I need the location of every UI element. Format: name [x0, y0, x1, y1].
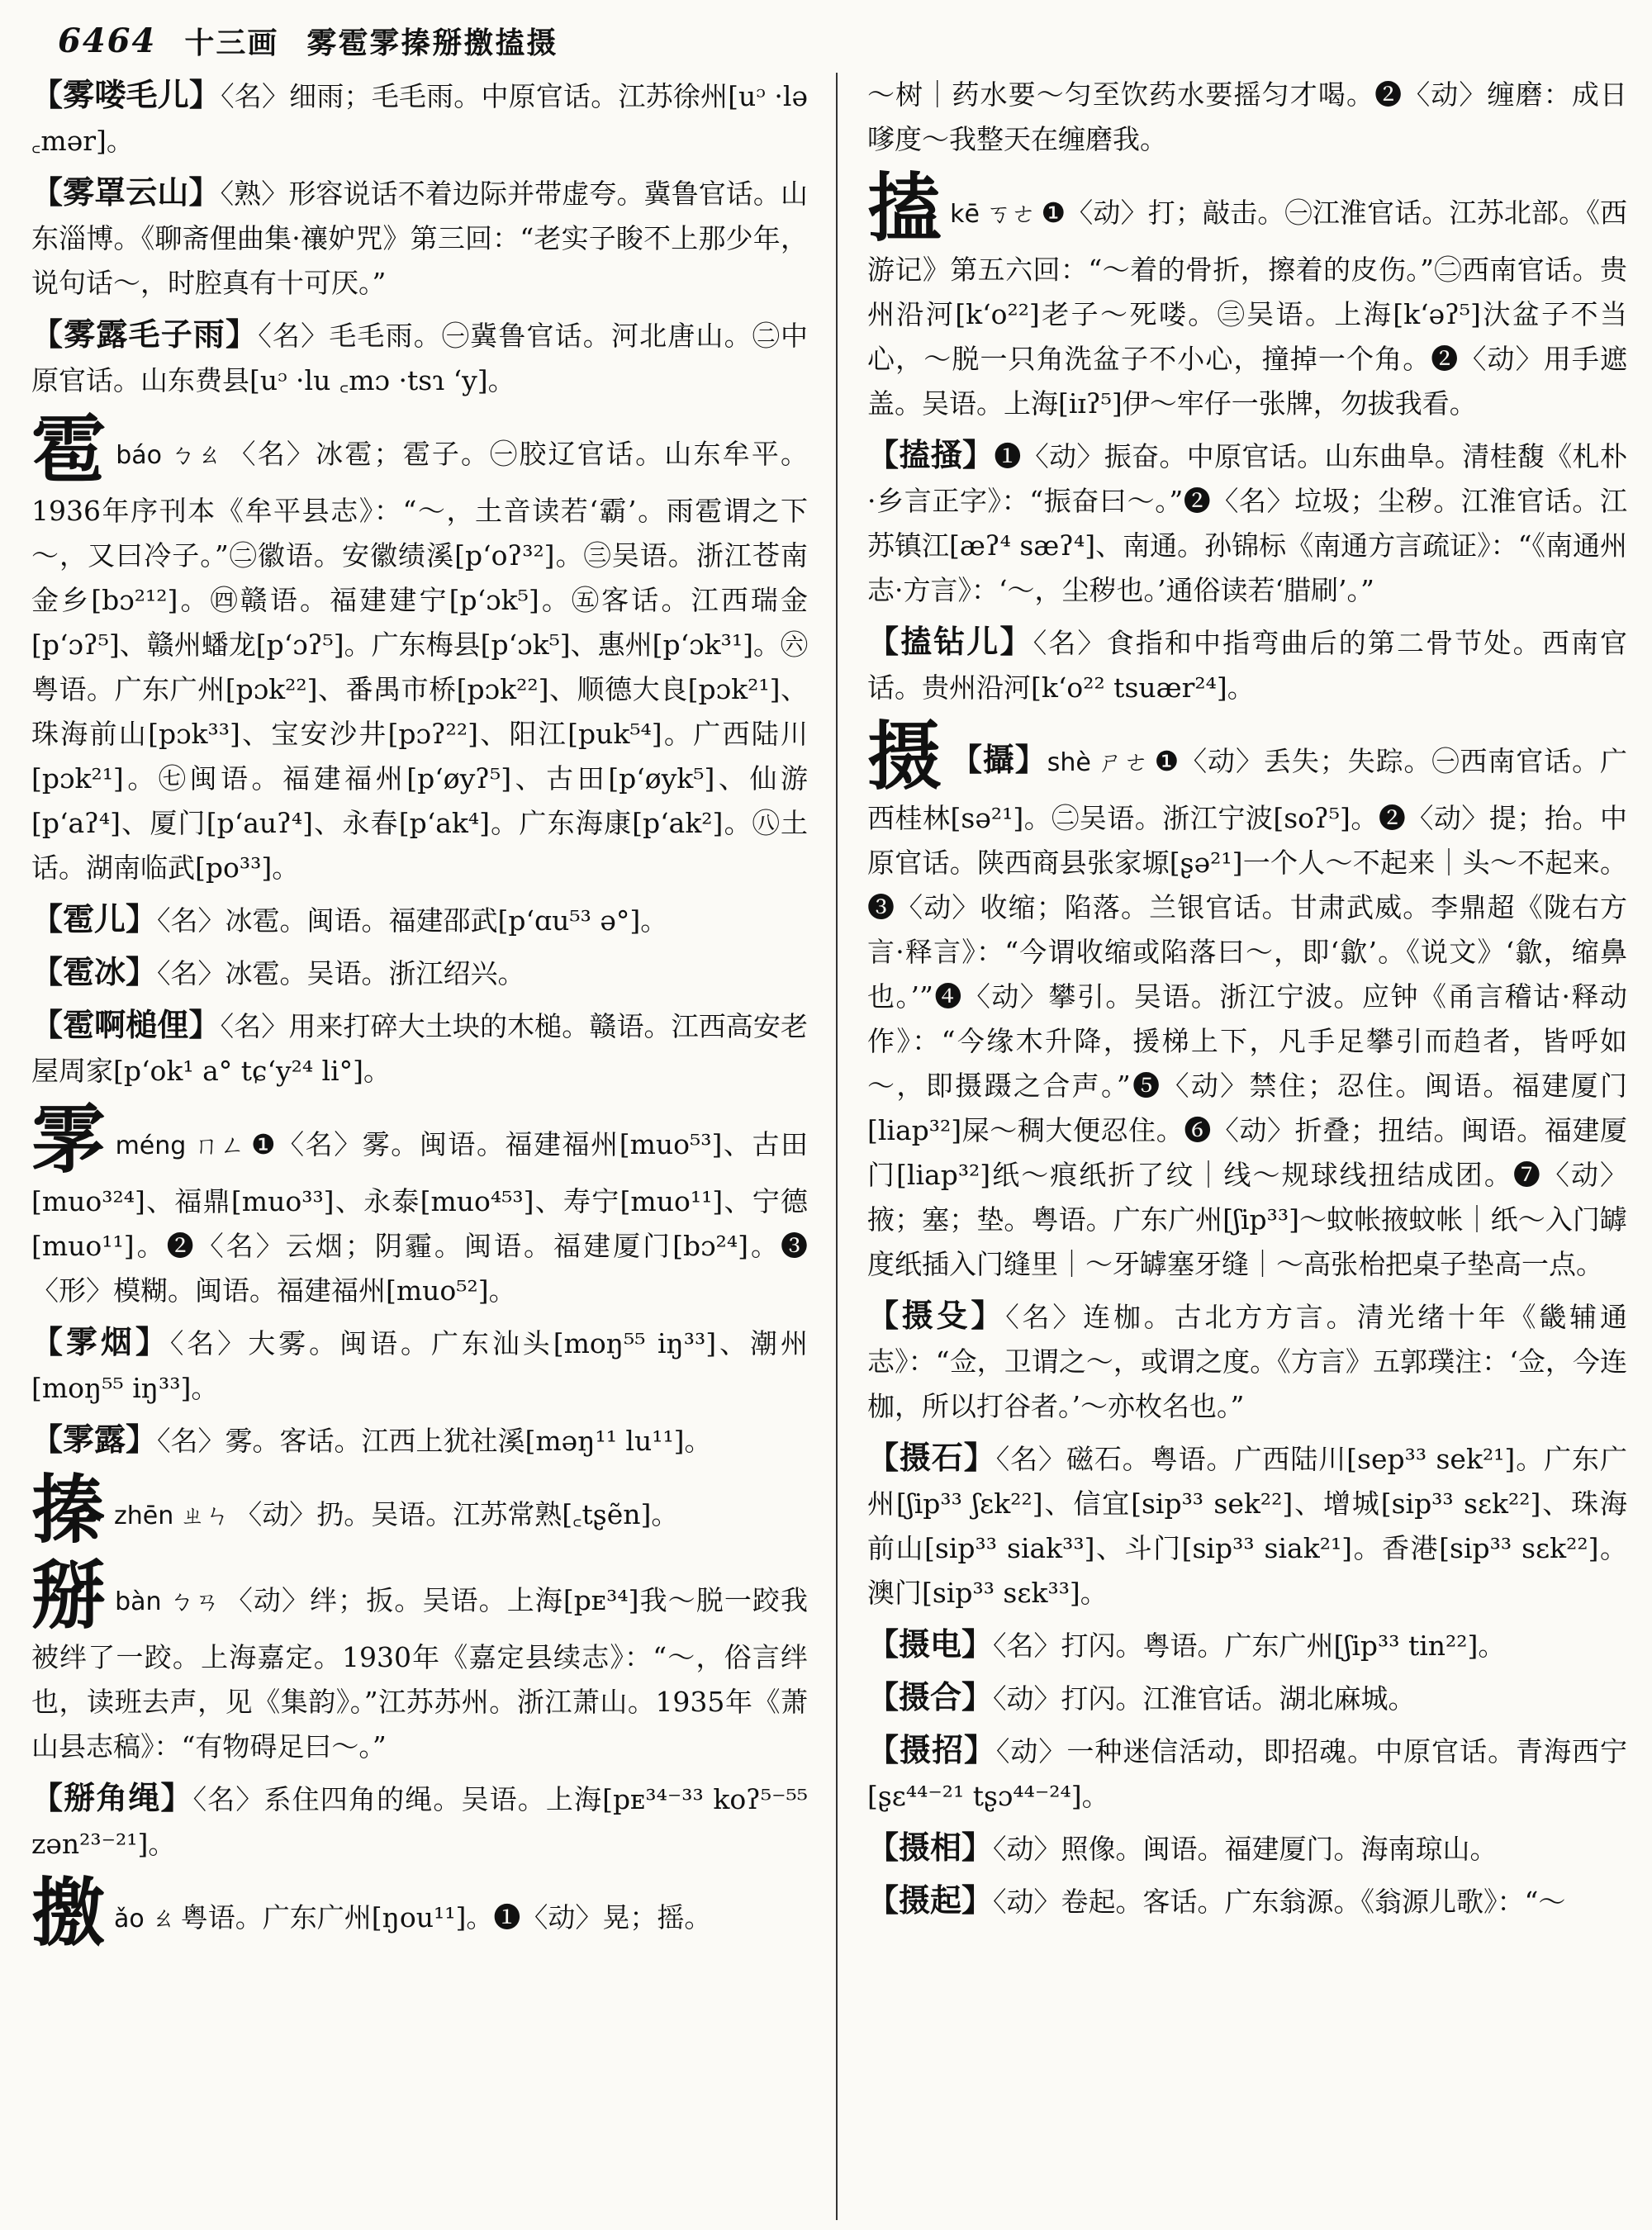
traditional-form: 【攝】 [950, 741, 1047, 778]
compound-headword: 【雾喽毛儿】 [31, 76, 221, 113]
headword-entry [867, 713, 1627, 1287]
pinyin: zhēn [114, 1502, 174, 1530]
compound-headword: 【掰角绳】 [31, 1779, 193, 1816]
compound-entry [867, 1825, 1627, 1872]
definition-text: 〈动〉一种迷信活动，即招魂。中原官话。青海西宁[ʂɛ⁴⁴⁻²¹ tʂɔ⁴⁴⁻²⁴]。 [867, 1735, 1627, 1812]
definition-text: ❶〈名〉雾。闽语。福建福州[muo⁵³]、古田[muo³²⁴]、福鼎[muo³³]、永泰[muo⁴⁵³]、寿宁[muo¹¹]、宁德[muo¹¹]。❷〈名〉云烟；阴霾。闽语。福建厦门[bɔ²⁴]。❸〈形〉模糊。闽语。福建福州[muo⁵²]。 [31, 1128, 808, 1307]
pinyin: ǎo [114, 1905, 145, 1933]
compound-entry [867, 1435, 1627, 1616]
definition-text: 〈名〉连枷。古北方方言。清光绪十年《畿辅通志》：“佥，卫谓之～，或谓之度。《方言》五郭璞注：‘佥，今连枷，所以打谷者。’～亦枚名也。” [867, 1301, 1627, 1422]
headword-char: 雺 [31, 1096, 107, 1184]
compound-entry [31, 170, 808, 306]
definition-text: 〈名〉用来打碎大土块的木槌。赣语。江西高安老屋周家[pʻok¹ a° tɕʻy²⁴ li°]。 [31, 1010, 808, 1087]
headword-char: 雹 [31, 406, 108, 493]
compound-headword: 【雾露毛子雨】 [31, 316, 259, 353]
compound-headword: 【摄相】 [867, 1829, 994, 1866]
definition-text: 〈动〉绊；扳。吴语。上海[pᴇ³⁴]我～脱一跤我被绊了一跤。上海嘉定。1930年《嘉定县续志》：“～，俗言绊也，读班去声，见《集韵》。”江苏苏州。浙江萧山。1935年《萧山县志稿》：“有物碍足曰～。” [31, 1584, 808, 1763]
definition-text: 〈名〉大雾。闽语。广东汕头[moŋ⁵⁵ iŋ³³]、潮州[moŋ⁵⁵ iŋ³³]。 [31, 1327, 808, 1404]
definition-text: ❶〈动〉丢失；失踪。㊀西南官话。广西桂林[sə²¹]。㊁吴语。浙江宁波[soʔ⁵]。❷〈动〉提；抬。中原官话。陕西商县张家塬[ʂə²¹]一个人～不起来｜头～不起来。❸〈动〉收缩；陷落。兰银官话。甘肃武威。李鼎超《陇右方言·释言》：“今谓收缩或陷落曰～，即‘歙’。《说文》‘歙，缩鼻也。’”❹〈动〉攀引。吴语。浙江宁波。应钟《甬言稽诂·释动作》：“今缘木升降，援梯上下，凡手足攀引而趋者，皆呼如～，即摄蹑之合声。”❺〈动〉禁住；忍住。闽语。福建厦门[liap³²]屎～稠大便忍住。❻〈动〉折叠；扭结。闽语。福建厦门[liap³²]纸～痕纸折了纹｜线～规球线扭结成团。❼〈动〉掖；塞；垫。粤语。广东广州[ʃip³³]～蚊帐掖蚊帐｜纸～入门罅度纸插入门缝里｜～牙罅塞牙缝｜～高张枱把桌子垫高一点。 [867, 745, 1627, 1280]
compound-entry [867, 1293, 1627, 1429]
column-divider [836, 73, 838, 2220]
left-column [31, 73, 808, 2220]
pinyin: shè [1047, 748, 1091, 777]
headword-entry [31, 1869, 808, 1957]
compound-entry [31, 1776, 808, 1867]
definition-text: 〈名〉冰雹。闽语。福建邵武[pʻɑu⁵³ ə°]。 [157, 904, 668, 937]
pinyin: bàn [115, 1587, 162, 1616]
right-column [867, 73, 1627, 2220]
stroke-section: 十三画 [184, 25, 279, 60]
definition-text: 〈熟〉形容说话不着边际并带虚夸。冀鲁官话。山东淄博。《聊斋俚曲集·禳妒咒》第三回：“老实子睃不上那少年，说句话～，时腔真有十可厌。” [31, 178, 808, 299]
compound-entry [867, 619, 1627, 710]
headword-char: 掰 [31, 1552, 107, 1639]
definition-text: 粤语。广东广州[ŋou¹¹]。❶〈动〉晃；摇。 [180, 1901, 712, 1933]
zhuyin: ㄅㄠ [168, 441, 224, 470]
definition-text: 〈名〉毛毛雨。㊀冀鲁官话。河北唐山。㊁中原官话。山东费县[uᵓ ·lu ꜀mɔ ·tsɿ ʻy]。 [31, 320, 808, 396]
compound-headword: 【雹冰】 [31, 953, 158, 990]
compound-headword: 【雾罩云山】 [31, 173, 221, 211]
definition-text: 〈名〉冰雹。吴语。浙江绍兴。 [157, 957, 525, 989]
zhuyin: ㄓㄣ [180, 1502, 230, 1530]
compound-headword: 【摄石】 [867, 1439, 996, 1476]
zhuyin: ㄎㄜ [986, 200, 1037, 229]
zhuyin: ㄕㄜ [1097, 748, 1150, 777]
compound-entry [867, 433, 1627, 613]
compound-entry [867, 1622, 1627, 1668]
compound-entry [31, 950, 808, 996]
page-number: 6464 [58, 21, 157, 60]
compound-entry [867, 1878, 1627, 1924]
compound-entry [31, 1003, 808, 1094]
compound-headword: 【摄殳】 [867, 1297, 1006, 1334]
definition-text: 〈名〉磁石。粤语。广西陆川[sep³³ sek²¹]。广东广州[ʃip³³ ʃɛk²²]、信宜[sip³³ sek²²]、增城[sip³³ sɛk²²]、珠海前山[sip³³ siak³³]、斗门[sip³³ siak²¹]。香港[sip³³ sɛk²²]。澳门[sip³³ sɛk³³]。 [867, 1443, 1627, 1609]
compound-entry [31, 897, 808, 943]
compound-headword: 【摄起】 [867, 1881, 994, 1919]
compound-headword: 【雹儿】 [31, 900, 158, 937]
compound-headword: 【搕钻儿】 [867, 623, 1033, 660]
pinyin: kē [950, 200, 980, 229]
headword-char: 搸 [31, 1466, 106, 1554]
compound-entry [31, 73, 808, 164]
compound-headword: 【雺烟】 [31, 1323, 170, 1360]
header-characters: 雾雹雺搸掰撽搕摄 [306, 25, 558, 60]
definition-text: 〈名〉食指和中指弯曲后的第二骨节处。西南官话。贵州沿河[kʻo²² tsuær²⁴]。 [867, 627, 1627, 704]
definition-text: 〈动〉打闪。江淮官话。湖北麻城。 [993, 1682, 1416, 1715]
definition-text: 〈动〉照像。闽语。福建厦门。海南琼山。 [993, 1833, 1498, 1865]
definition-text: 〈名〉打闪。粤语。广东广州[ʃip³³ tin²²]。 [993, 1630, 1506, 1662]
definition-text: 〈名〉系住四角的绳。吴语。上海[pᴇ³⁴⁻³³ koʔ⁵⁻⁵⁵ zən²³⁻²¹]。 [31, 1783, 808, 1860]
compound-entry [867, 1675, 1627, 1721]
zhuyin: ㄇㄥ [192, 1132, 246, 1160]
compound-entry [31, 312, 808, 403]
pinyin: méng [115, 1132, 187, 1160]
definition-text: 〈动〉扔。吴语。江苏常熟[꜀tʂẽn]。 [235, 1498, 679, 1530]
compound-headword: 【搕搔】 [867, 436, 995, 473]
definition-text: ❶〈动〉振奋。中原官话。山东曲阜。清桂馥《札朴·乡言正字》：“振奋曰～。”❷〈名〉垃圾；尘秽。江淮官话。江苏镇江[æʔ⁴ sæʔ⁴]、南通。孙锦标《南通方言疏证》：“《南通州志·方言》：‘～，尘秽也。’通俗读若‘腊刷’。” [867, 440, 1627, 606]
headword-entry [31, 1552, 808, 1769]
definition-text: ～树｜药水要～匀至饮药水要摇匀才喝。❷〈动〉缠磨：成日嗲度～我整天在缠磨我。 [867, 78, 1627, 155]
continued-text [867, 73, 1627, 162]
headword-char: 撽 [31, 1869, 106, 1957]
compound-headword: 【摄电】 [867, 1625, 994, 1663]
definition-text: ❶〈动〉打；敲击。㊀江淮官话。江苏北部。《西游记》第五六回：“～着的骨折，擦着的皮伤。”㊁西南官话。贵州沿河[kʻo²²]老子～死喽。㊂吴语。上海[kʻəʔ⁵]汏盆子不当心，～脱一只角洗盆子不小心，撞掉一个角。❷〈动〉用手遮盖。吴语。上海[iɪʔ⁵]伊～牢仔一张牌，勿拔我看。 [867, 197, 1627, 420]
headword-char: 搕 [867, 164, 942, 252]
definition-text: 〈动〉卷起。客话。广东翁源。《翁源儿歌》：“～ [993, 1886, 1566, 1918]
zhuyin: ㄠ [150, 1905, 176, 1933]
compound-entry [867, 1728, 1627, 1819]
headword-char: 摄 [867, 713, 942, 800]
compound-headword: 【雹啊槌俚】 [31, 1006, 221, 1043]
compound-headword: 【摄招】 [867, 1731, 996, 1768]
page-header [58, 12, 1627, 69]
definition-text: 〈名〉雾。客话。江西上犹社溪[məŋ¹¹ lu¹¹]。 [157, 1425, 712, 1457]
headword-entry [31, 1466, 808, 1554]
compound-entry [31, 1320, 808, 1411]
zhuyin: ㄅㄢ [168, 1587, 221, 1616]
definition-text: 〈名〉冰雹；雹子。㊀胶辽官话。山东牟平。1936年序刊本《牟平县志》：“～，土音读若‘霸’。雨雹谓之下～，又曰冷子。”㊁徽语。安徽绩溪[pʻoʔ³²]。㊂吴语。浙江苍南金乡[bɔ²¹²]。㊃赣语。福建建宁[pʻɔk⁵]。㊄客话。江西瑞金[pʻɔʔ⁵]、赣州蟠龙[pʻɔʔ⁵]。广东梅县[pʻɔk⁵]、惠州[pʻɔk³¹]。㊅粤语。广东广州[pɔk²²]、番禺市桥[pɔk²²]、顺德大良[pɔk²¹]、珠海前山[pɔk³³]、宝安沙井[pɔʔ²²]、阳江[puk⁵⁴]。广西陆川[pɔk²¹]。㊆闽语。福建福州[pʻøyʔ⁵]、古田[pʻøyk⁵]、仙游[pʻaʔ⁴]、厦门[pʻauʔ⁴]、永春[pʻak⁴]。广东海康[pʻak²]。㊇土话。湖南临武[po³³]。 [31, 438, 808, 884]
headword-entry [867, 164, 1627, 426]
compound-headword: 【摄合】 [867, 1678, 994, 1715]
headword-entry [31, 406, 808, 890]
headword-entry [31, 1096, 808, 1313]
pinyin: báo [116, 441, 162, 470]
compound-headword: 【雺露】 [31, 1421, 158, 1458]
definition-text: 〈名〉细雨；毛毛雨。中原官话。江苏徐州[uᵓ ·lə ꜀mər]。 [31, 80, 808, 157]
compound-entry [31, 1417, 808, 1464]
